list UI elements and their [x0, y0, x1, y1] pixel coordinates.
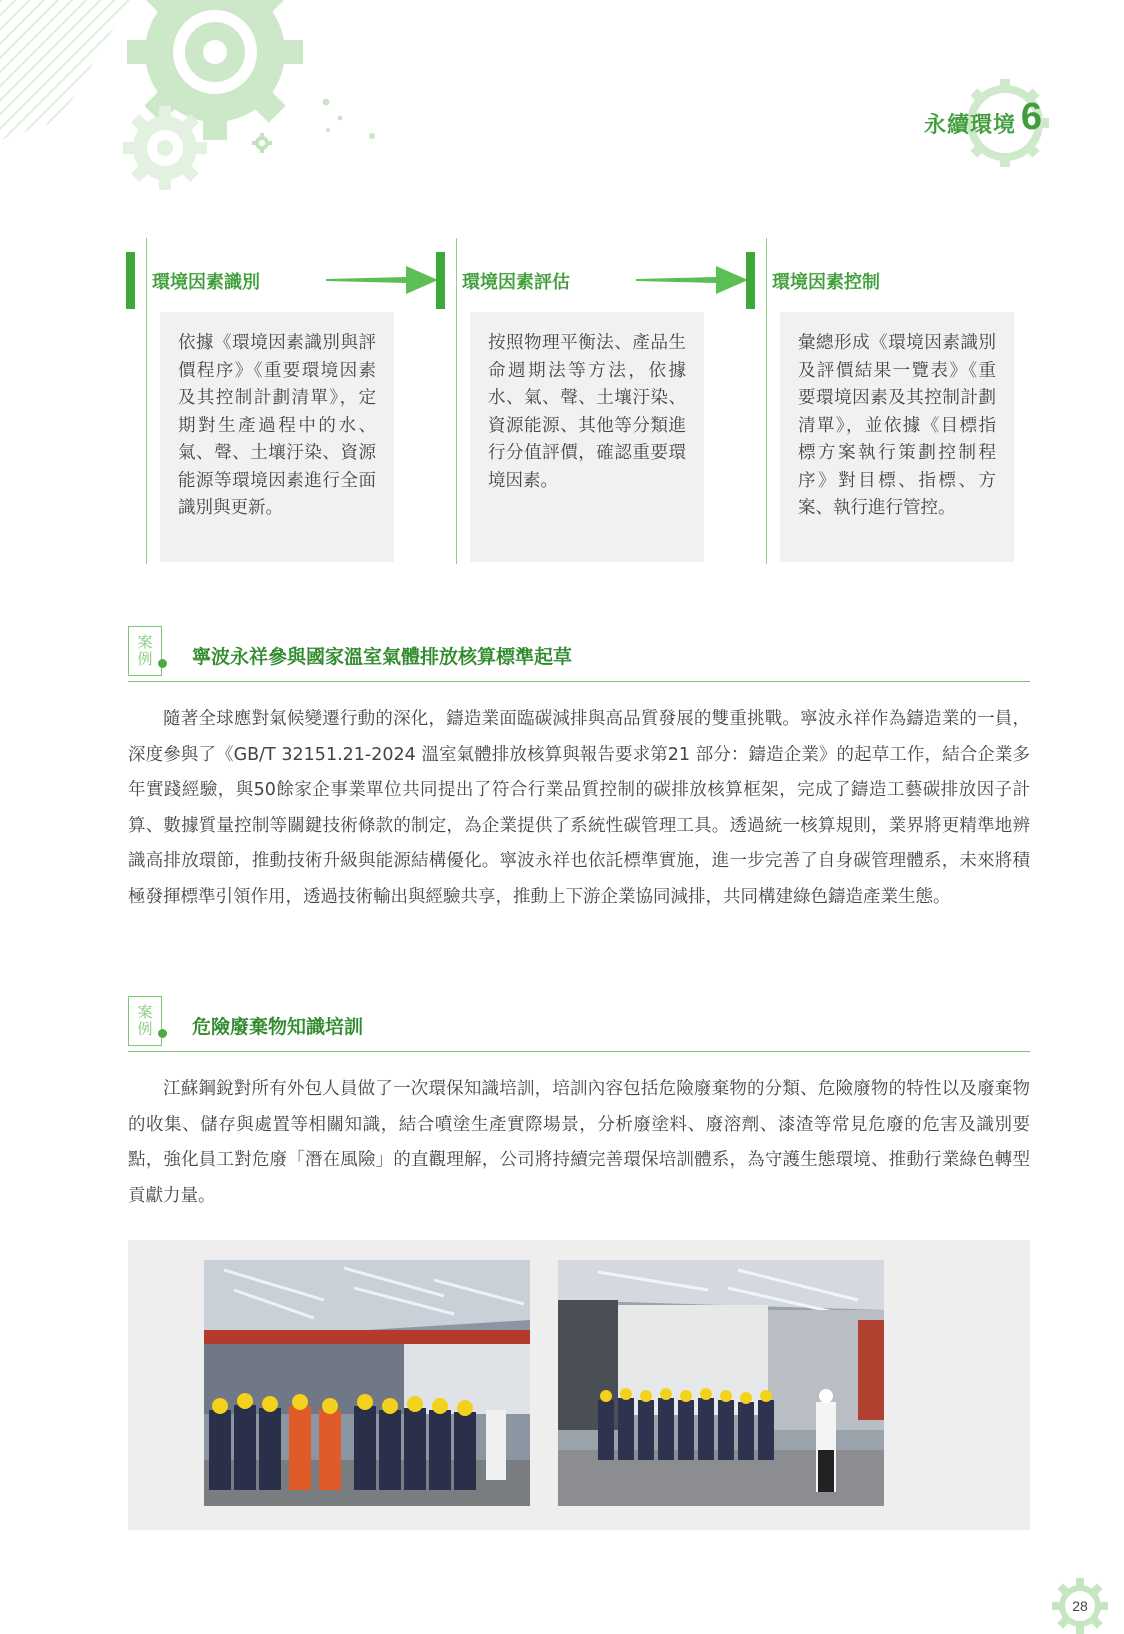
step-divider — [456, 238, 457, 564]
case-header — [128, 996, 1030, 1052]
case-header — [128, 626, 1030, 682]
arrow-right-icon — [326, 266, 438, 294]
case-body: 江蘇鋼銳對所有外包人員做了一次環保知識培訓，培訓內容包括危險廢棄物的分類、危險廢物的特性以及廢棄物的收集、儲存與處置等相關知識，結合噴塗生產實際場景，分析廢塗料、廢溶劑、漆渣等常見危廢的危害及識別要點，強化員工對危廢「潛在風險」的直觀理解，公司將持續完善環保培訓體系，為守護生態環境、推動行業綠色轉型貢獻力量。 — [128, 1079, 1030, 1206]
case-bullet-icon — [158, 1029, 167, 1038]
page-number: 28 — [1072, 1598, 1088, 1614]
step-title: 環境因素識別 — [152, 272, 260, 293]
process-step-control — [746, 238, 1014, 568]
step-accent-bar — [436, 252, 445, 309]
training-photo — [204, 1260, 530, 1506]
case-bullet-icon — [158, 659, 167, 668]
decorative-gears-graphic — [0, 0, 420, 210]
case-title: 危險廢棄物知識培訓 — [192, 1016, 364, 1038]
environmental-factor-process — [126, 238, 1030, 568]
step-body: 彙總形成《環境因素識別及評價結果一覽表》《重要環境因素及其控制計劃清單》，並依據《目標指標方案執行策劃控制程序》對目標、指標、方案、執行進行管控。 — [780, 312, 1014, 562]
case-badge — [128, 626, 162, 676]
case-badge-char: 案 — [137, 1003, 153, 1021]
step-body: 依據《環境因素識別與評價程序》《重要環境因素及其控制計劃清單》，定期對生產過程中的水、氣、聲、土壤汙染、資源能源等環境因素進行全面識別與更新。 — [160, 312, 394, 562]
step-title: 環境因素控制 — [772, 272, 880, 293]
step-body: 按照物理平衡法、產品生命週期法等方法，依據水、氣、聲、土壤汙染、資源能源、其他等分類進行分值評價，確認重要環境因素。 — [470, 312, 704, 562]
case-badge-char: 例 — [137, 1020, 153, 1038]
step-title: 環境因素評估 — [462, 272, 570, 293]
training-photo — [558, 1260, 884, 1506]
chapter-title: 永續環境 — [923, 113, 1016, 138]
step-divider — [146, 238, 147, 564]
chapter-number: 6 — [1020, 96, 1042, 138]
case-badge-char: 例 — [137, 650, 153, 668]
step-accent-bar — [746, 252, 755, 309]
arrow-right-icon — [636, 266, 748, 294]
step-divider — [766, 238, 767, 564]
case-title: 寧波永祥參與國家溫室氣體排放核算標準起草 — [192, 646, 573, 668]
case-badge-char: 案 — [137, 633, 153, 651]
photo-panel — [128, 1240, 1030, 1530]
case-body: 隨著全球應對氣候變遷行動的深化，鑄造業面臨碳減排與高品質發展的雙重挑戰。寧波永祥作為鑄造業的一員，深度參與了《GB/T 32151.21-2024 溫室氣體排放核算與報告要求第21 部分：鑄造企業》的起草工作，結合企業多年實踐經驗，與50餘家企事業單位共同提出了符合行業品質控制的碳排放核算框架，完成了鑄造工藝碳排放因子計算、數據質量控制等關鍵技術條款的制定，為企業提供了系統性碳管理工具。透過統一核算規則，業界將更精準地辨識高排放環節，推動技術升級與能源結構優化。寧波永祥也依託標準實施，進一步完善了自身碳管理體系，未來將積極發揮標準引領作用，透過技術輸出與經驗共享，推動上下游企業協同減排，共同構建綠色鑄造產業生態。 — [128, 709, 1030, 907]
case-badge — [128, 996, 162, 1046]
step-accent-bar — [126, 252, 135, 309]
